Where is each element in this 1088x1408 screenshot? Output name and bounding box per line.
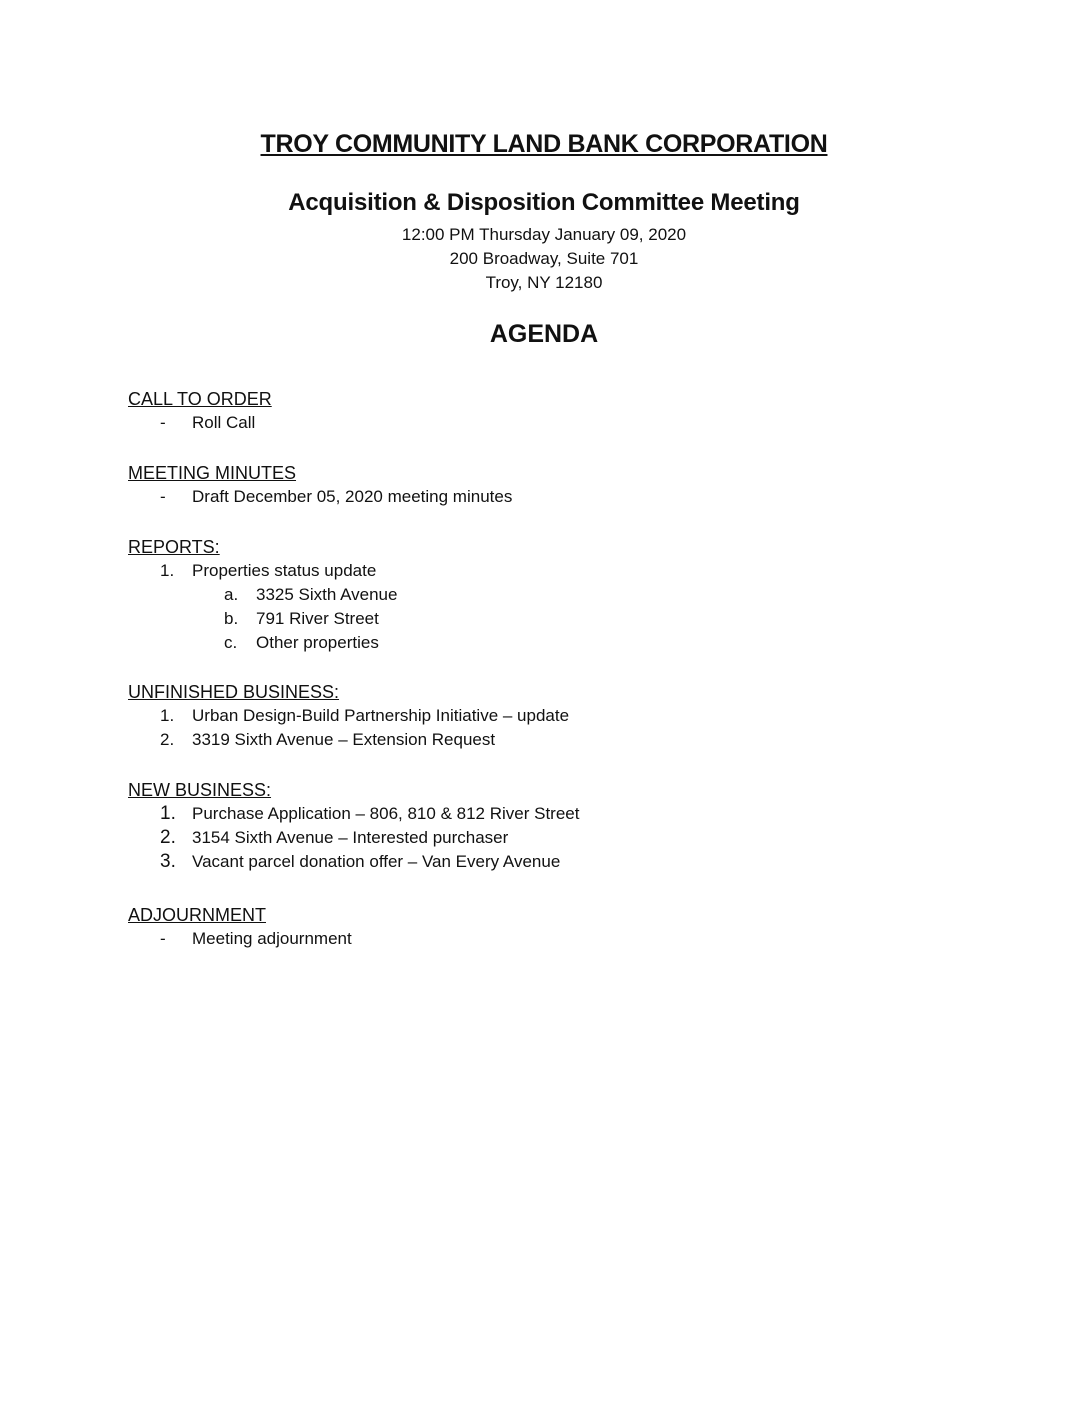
list-item-text: Draft December 05, 2020 meeting minutes <box>192 487 513 506</box>
list-item-text: Other properties <box>256 633 379 652</box>
list-marker: - <box>160 487 166 506</box>
list-item <box>128 850 928 874</box>
address-line-1: 200 Broadway, Suite 701 <box>449 249 639 268</box>
list-item-text: Roll Call <box>192 413 256 432</box>
section-heading: CALL TO ORDER <box>128 389 272 409</box>
list-marker: 1. <box>160 706 175 725</box>
section-reports <box>128 535 928 655</box>
sub-list-item <box>128 631 928 655</box>
section-heading: NEW BUSINESS: <box>128 780 272 800</box>
list-item <box>128 802 928 826</box>
list-marker: 2. <box>160 730 175 749</box>
section-adjournment <box>128 903 928 951</box>
section-heading: MEETING MINUTES <box>128 463 297 483</box>
section-heading: UNFINISHED BUSINESS: <box>128 682 340 702</box>
list-item <box>128 704 928 728</box>
list-item-text: Meeting adjournment <box>192 929 352 948</box>
list-item <box>128 927 928 951</box>
list-item-text: 3319 Sixth Avenue – Extension Request <box>192 730 496 749</box>
list-item-text: 791 River Street <box>256 609 379 628</box>
section-heading: ADJOURNMENT <box>128 905 266 925</box>
list-marker: 2. <box>160 827 176 848</box>
list-marker: b. <box>224 609 239 628</box>
list-item <box>128 728 928 752</box>
list-marker: - <box>160 929 166 948</box>
meeting-title: Acquisition & Disposition Committee Meeting <box>288 189 800 216</box>
section-call-to-order <box>128 387 928 435</box>
organization-title: TROY COMMUNITY LAND BANK CORPORATION <box>260 130 828 158</box>
list-item <box>128 411 928 435</box>
list-item <box>128 826 928 850</box>
list-item <box>128 485 928 509</box>
agenda-heading: AGENDA <box>489 320 599 348</box>
section-meeting-minutes <box>128 461 928 509</box>
list-marker: a. <box>224 585 239 604</box>
section-heading: REPORTS: <box>128 537 220 557</box>
list-item-text: Purchase Application – 806, 810 & 812 River Street <box>192 804 580 823</box>
list-marker: c. <box>224 633 238 652</box>
meeting-datetime: 12:00 PM Thursday January 09, 2020 <box>401 225 687 244</box>
list-marker: 1. <box>160 561 175 580</box>
list-item-text: 3325 Sixth Avenue <box>256 585 398 604</box>
list-marker: 3. <box>160 851 176 872</box>
list-item-text: Urban Design-Build Partnership Initiative – update <box>192 706 570 725</box>
list-marker: - <box>160 413 166 432</box>
list-item-text: Properties status update <box>192 561 377 580</box>
sub-list-item <box>128 583 928 607</box>
sub-list-item <box>128 607 928 631</box>
address-line-2: Troy, NY 12180 <box>485 273 603 292</box>
section-unfinished-business <box>128 680 928 752</box>
list-item <box>128 559 928 583</box>
list-item-text: 3154 Sixth Avenue – Interested purchaser <box>192 828 509 847</box>
list-item-text: Vacant parcel donation offer – Van Every Avenue <box>192 852 561 871</box>
section-new-business <box>128 778 928 874</box>
list-marker: 1. <box>160 803 176 824</box>
